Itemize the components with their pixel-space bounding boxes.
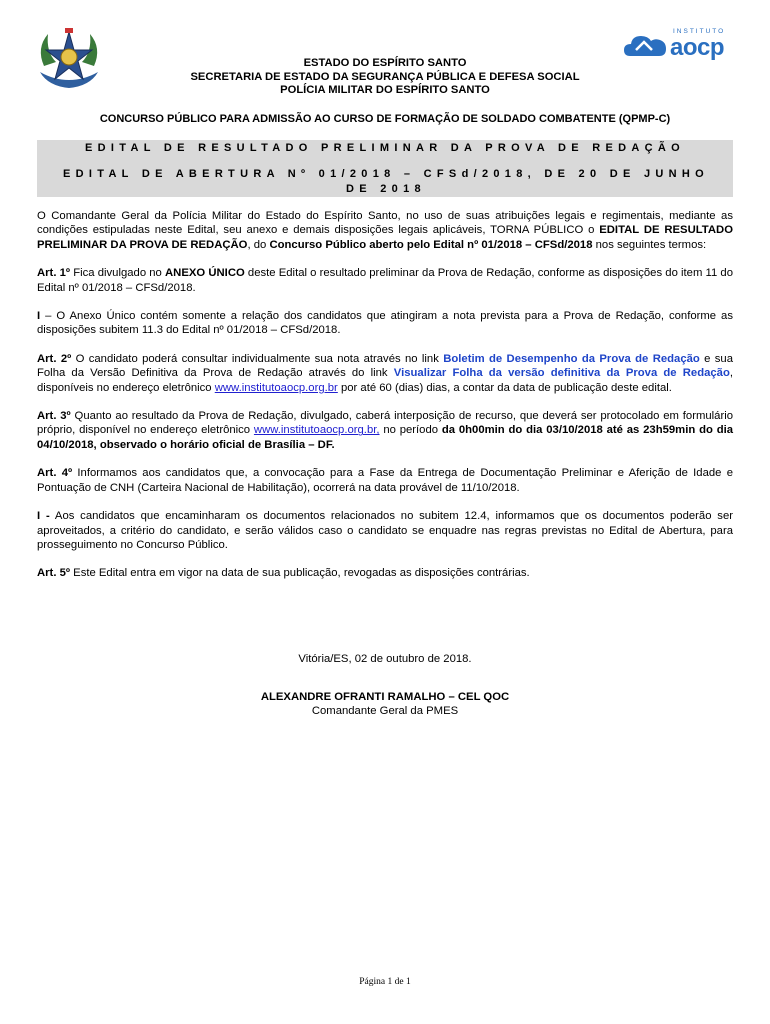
article-1-bold: ANEXO ÚNICO [165, 267, 245, 280]
document-body [37, 209, 733, 595]
article-5 [37, 566, 733, 580]
edital-title-box [37, 140, 733, 197]
signatory-role: Comandante Geral da PMES [311, 705, 459, 718]
article-2-text-2: e sua Folha da Versão Definitiva da Prova de Redação através do link [37, 352, 733, 380]
institutoaocp-url-link[interactable]: www.institutoaocp.org.br [214, 381, 338, 394]
signature-block [0, 652, 770, 719]
article-2-label: Art. 2º [37, 352, 72, 365]
article-2-text-4: por até 60 (dias) dias, a contar da data de publicação deste edital. [337, 381, 672, 394]
signatory-name: ALEXANDRE OFRANTI RAMALHO – CEL QOC [260, 691, 510, 704]
edital-title: EDITAL DE RESULTADO PRELIMINAR DA PROVA DE REDAÇÃO [85, 142, 685, 154]
article-4-label: Art. 4º [37, 467, 73, 480]
article-5-label: Art. 5º [37, 567, 71, 580]
header-lines [0, 57, 770, 98]
header-line-secretariat: SECRETARIA DE ESTADO DA SEGURANÇA PÚBLICA E DEFESA SOCIAL [190, 70, 580, 83]
header-line-state: ESTADO DO ESPÍRITO SANTO [303, 57, 467, 69]
inciso-1 [37, 309, 733, 338]
article-1 [37, 266, 733, 295]
article-3-label: Art. 3º [37, 410, 71, 423]
article-1-text-2: deste Edital o resultado preliminar da Prova de Redação, conforme as disposições do item 11 do Edital nº 01/2018 – CFSd/2018. [37, 267, 734, 294]
article-1-text-1: Fica divulgado no [70, 267, 166, 280]
aocp-cloud-icon [624, 32, 668, 58]
article-4 [37, 466, 733, 495]
boletim-desempenho-link[interactable]: Boletim de Desempenho da Prova de Redação [443, 352, 700, 365]
page-number: Página 1 de 1 [359, 977, 411, 987]
intro-text-1: O Comandante Geral da Polícia Militar do Estado do Espírito Santo, no uso de suas atribuições legais e regimentais, mediante as condições estipuladas neste Edital, seu anexo e demais disposições legais aplicáveis, TORNA PÚBLICO o [37, 210, 733, 237]
document-header [0, 0, 770, 130]
header-line-police: POLÍCIA MILITAR DO ESPÍRITO SANTO [280, 84, 490, 96]
city-date: Vitória/ES, 02 de outubro de 2018. [298, 653, 472, 665]
article-4-text: Informamos aos candidatos que, a convocação para a Fase da Entrega de Documentação Preliminar e Aferição de Idade e Pontuação de CNH (Carteira Nacional de Habilitação), ocorrerá na data provável de 11/10/2018. [37, 467, 733, 494]
article-3-text-1: Quanto ao resultado da Prova de Redação, divulgado, caberá interposição de recurso, que deverá ser protocolado em formulário próprio, disponível no endereço eletrônico [37, 410, 733, 437]
article-2-text-1: O candidato poderá consultar individualmente sua nota através no link [71, 352, 444, 365]
article-2 [37, 352, 733, 395]
article-3-bold: da 0h00min do dia 03/10/2018 até as 23h59min do dia 04/10/2018, observado o horário oficial de Brasília – DF. [37, 424, 734, 451]
logo-main-text: aocp [670, 34, 725, 61]
edital-subtitle: EDITAL DE ABERTURA Nº 01/2018 – CFSd/2018, DE 20 DE JUNHO DE 2018 [63, 168, 709, 195]
concurso-title: CONCURSO PÚBLICO PARA ADMISSÃO AO CURSO DE FORMAÇÃO DE SOLDADO COMBATENTE (QPMP-C) [99, 113, 671, 125]
article-5-text: Este Edital entra em vigor na data de sua publicação, revogadas as disposições contrárias. [70, 567, 530, 580]
intro-bold-1: EDITAL DE RESULTADO PRELIMINAR DA PROVA DE REDAÇÃO [37, 224, 733, 251]
intro-text-2: , do [247, 238, 270, 251]
intro-bold-2: Concurso Público aberto pelo Edital nº 01/2018 – CFSd/2018 [269, 238, 593, 251]
inciso-2-label: I - [37, 510, 50, 523]
intro-paragraph [37, 209, 733, 252]
visualizar-folha-link[interactable]: Visualizar Folha da versão definitiva da Prova de Redação [393, 367, 730, 380]
inciso-2-text: Aos candidatos que encaminharam os documentos relacionados no subitem 12.4, informamos que os documentos poderão ser aproveitados, a critério do candidato, e serão válidos caso o candidato se enquadre nas regras previstas no Edital de Abertura, para prosseguimento no Concurso Público. [37, 510, 733, 551]
article-1-label: Art. 1º [37, 267, 71, 280]
article-3-text-2: no período [379, 424, 442, 437]
article-3 [37, 409, 733, 452]
intro-text-3: nos seguintes termos: [592, 238, 707, 251]
article-2-text-3: , disponíveis no endereço eletrônico [37, 367, 733, 394]
logo-small-text: INSTITUTO [673, 28, 726, 35]
inciso-1-text: – O Anexo Único contém somente a relação dos candidatos que atingiram a nota prevista para a Prova de Redação, conforme as disposições subitem 11.3 do Edital nº 01/2018 – CFSd/2018. [37, 310, 733, 337]
inciso-1-label: I [37, 310, 41, 323]
inciso-2 [37, 509, 733, 552]
institutoaocp-url-link-2[interactable]: www.institutoaocp.org.br, [253, 424, 380, 437]
